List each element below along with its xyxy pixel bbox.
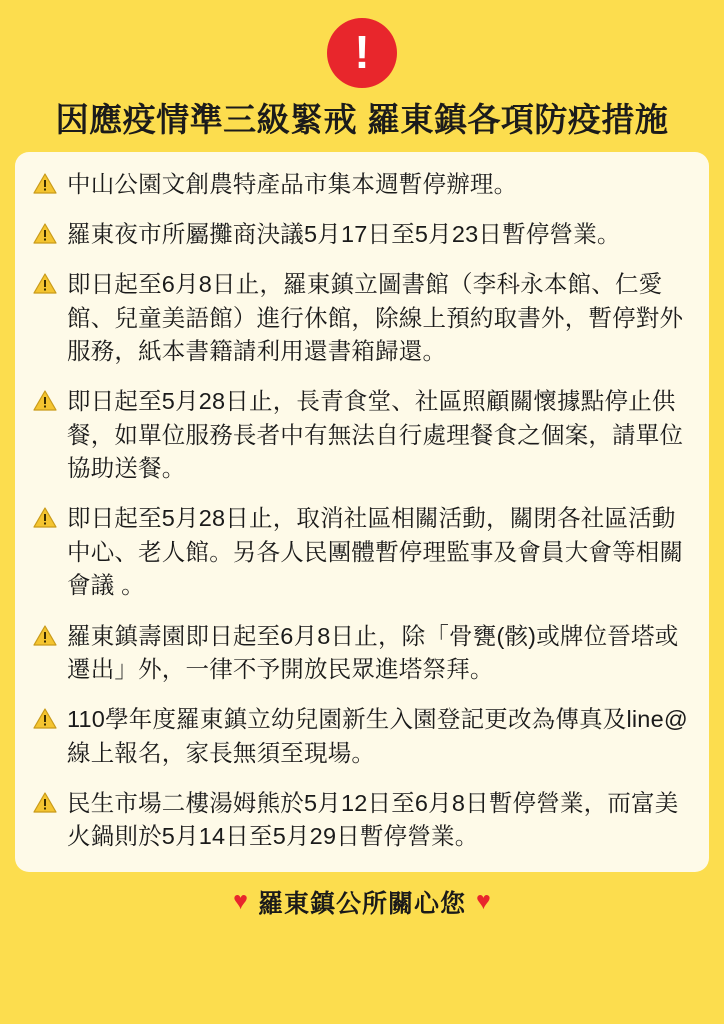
list-item-text: 羅東鎮壽園即日起至6月8日止，除「骨甕(骸)或牌位晉塔或遷出」外，一律不予開放民眾進塔祭拜。 <box>67 622 679 682</box>
list-item <box>33 620 691 687</box>
alert-badge <box>327 18 397 88</box>
heart-icon: ♥ <box>233 887 248 916</box>
warning-icon <box>33 173 59 194</box>
footer-text: 羅東鎮公所關心您 <box>257 889 466 918</box>
list-item-text: 羅東夜市所屬攤商決議5月17日至5月23日暫停營業。 <box>67 220 621 247</box>
warning-icon <box>33 390 59 411</box>
exclamation-icon: ! <box>354 25 370 78</box>
list-item <box>33 502 691 602</box>
list-item-text: 中山公園文創農特產品市集本週暫停辦理。 <box>67 170 518 197</box>
warning-icon <box>33 507 59 528</box>
list-item-text: 即日起至6月8日止，羅東鎮立圖書館（李科永本館、仁愛館、兒童美語館）進行休館，除線上預約取書外，暫停對外服務，紙本書籍請利用還書箱歸還。 <box>67 271 684 365</box>
list-item-text: 民生市場二樓湯姆熊於5月12日至6月8日暫停營業，而富美火鍋則於5月14日至5月29日暫停營業。 <box>67 789 679 850</box>
footer <box>14 884 710 920</box>
page-title: 因應疫情準三級緊戒 羅東鎮各項防疫措施 <box>55 101 669 138</box>
list-item <box>33 385 691 485</box>
notice-card <box>15 152 709 872</box>
list-item <box>33 703 691 770</box>
list-item <box>33 787 691 854</box>
list-item <box>33 268 691 368</box>
heart-icon: ♥ <box>476 887 491 916</box>
warning-icon <box>33 708 59 729</box>
list-item <box>33 218 691 251</box>
list-item-text: 即日起至5月28日止，長青食堂、社區照顧關懷據點停止供餐，如單位服務長者中有無法自行處理餐食之個案，請單位協助送餐。 <box>67 388 684 482</box>
list-item <box>33 168 691 201</box>
list-item-text: 110學年度羅東鎮立幼兒園新生入園登記更改為傳真及line@線上報名，家長無須至現場。 <box>67 706 688 766</box>
list-item-text: 即日起至5月28日止，取消社區相關活動，關閉各社區活動中心、老人館。另各人民團體暫停理監事及會員大會等相關會議 。 <box>67 505 684 599</box>
warning-icon <box>33 792 59 813</box>
warning-icon <box>33 273 59 294</box>
warning-icon <box>33 625 59 646</box>
warning-icon <box>33 223 59 244</box>
